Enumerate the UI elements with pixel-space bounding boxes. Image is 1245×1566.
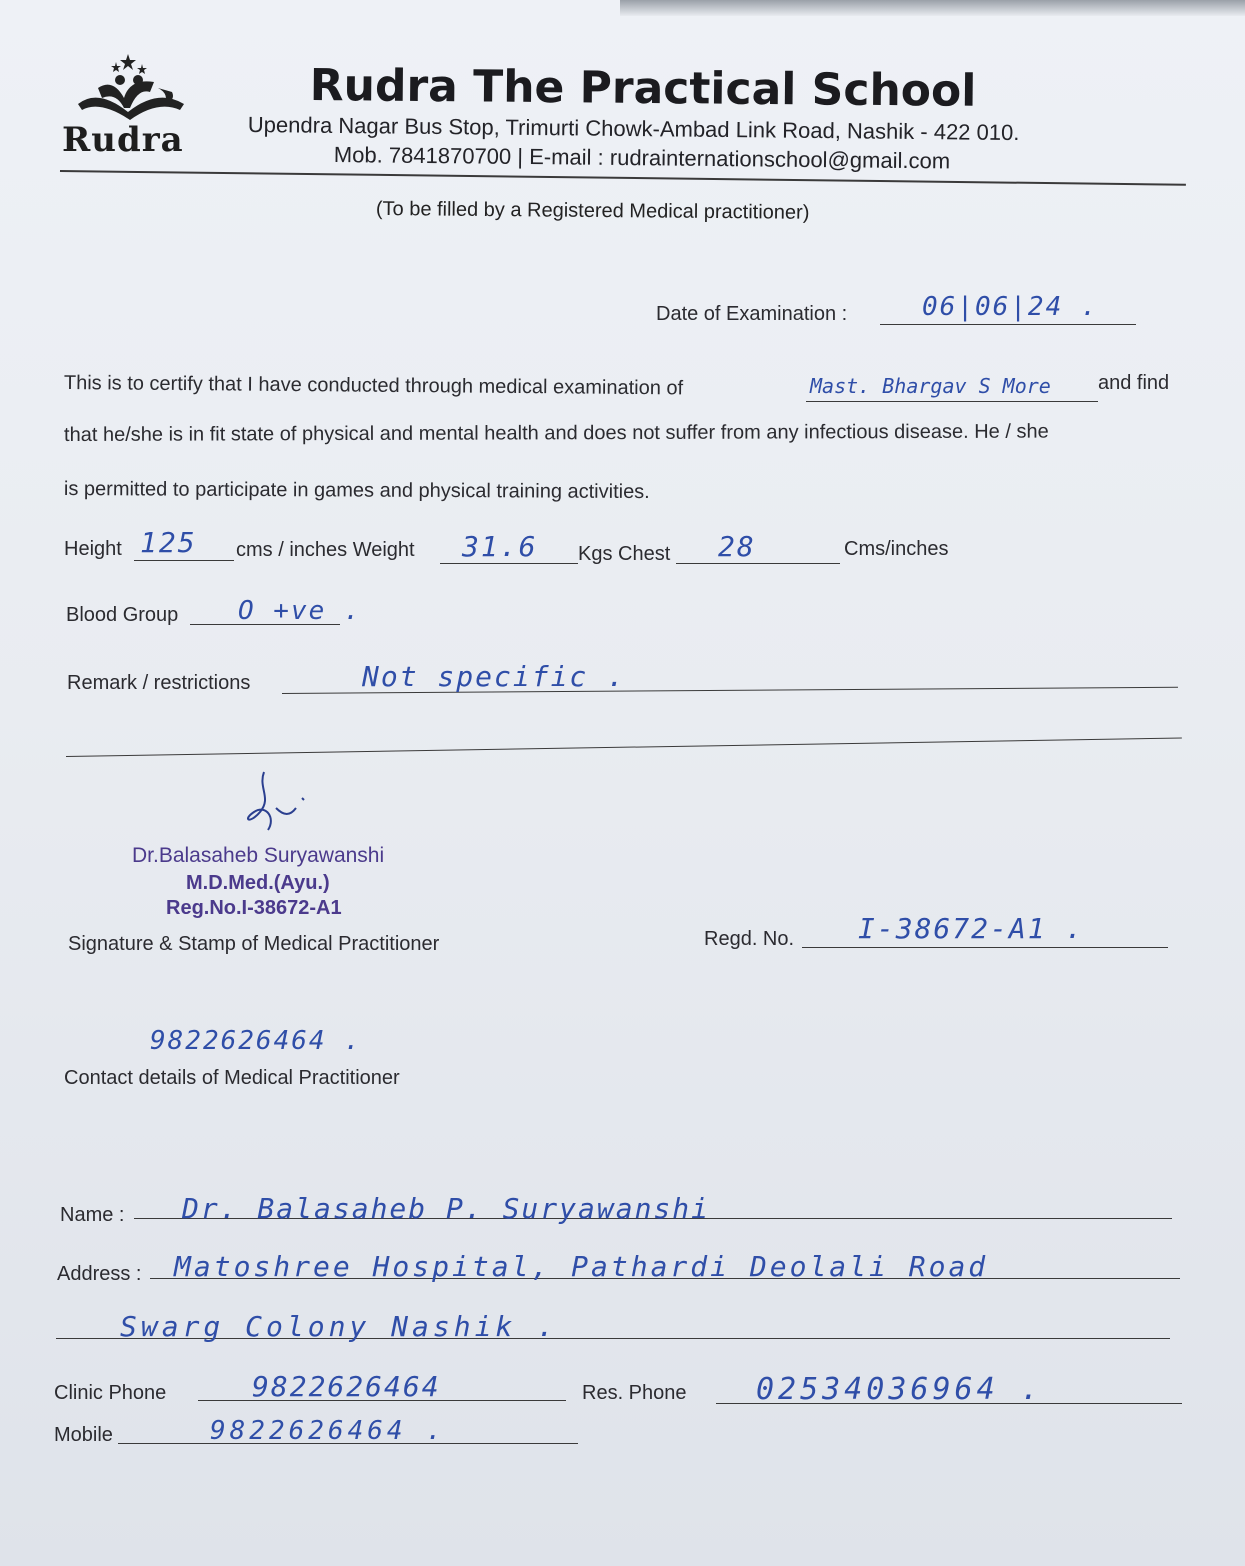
- mobile-label: Mobile: [54, 1424, 113, 1446]
- height-underline: [134, 560, 234, 561]
- certify-line-2: that he/she is in fit state of physical and mental health and does not suffer from any infectious disease. He / she: [64, 420, 1049, 446]
- doctor-signature: [232, 768, 332, 848]
- clinic-phone-value[interactable]: 9822626464: [252, 1370, 441, 1403]
- contact-number-value[interactable]: 9822626464 .: [150, 1026, 362, 1056]
- blood-group-value[interactable]: O +ve .: [238, 596, 362, 626]
- clinic-phone-label: Clinic Phone: [54, 1382, 167, 1404]
- form-subtitle: (To be filled by a Registered Medical practitioner): [375, 198, 810, 224]
- remark-underline-2: [66, 737, 1182, 757]
- height-value[interactable]: 125: [140, 526, 197, 559]
- contact-details-label: Contact details of Medical Practitioner: [64, 1067, 400, 1089]
- regd-no-value[interactable]: I-38672-A1 .: [858, 912, 1085, 945]
- address-line-2-value[interactable]: Swarg Colony Nashik .: [120, 1310, 559, 1343]
- address-label: Address :: [57, 1263, 142, 1285]
- height-label: Height: [64, 538, 122, 560]
- mobile-value[interactable]: 9822626464 .: [210, 1416, 446, 1446]
- certify-line-1-suffix: and find: [1098, 372, 1170, 394]
- weight-unit-chest-label: Kgs Chest: [578, 543, 671, 565]
- remark-value[interactable]: Not specific .: [362, 660, 627, 693]
- res-phone-value[interactable]: 02534036964 .: [756, 1372, 1043, 1407]
- stamp-doctor-name: Dr.Balasaheb Suryawanshi: [132, 844, 385, 867]
- name-value[interactable]: Dr. Balasaheb P. Suryawanshi: [182, 1192, 711, 1225]
- res-phone-label: Res. Phone: [582, 1382, 687, 1404]
- weight-underline: [440, 563, 578, 564]
- chest-underline: [676, 563, 840, 564]
- certify-line-3: is permitted to participate in games and physical training activities.: [63, 478, 650, 504]
- school-name: Rudra The Practical School: [309, 60, 977, 117]
- height-unit-weight-label: cms / inches Weight: [236, 539, 415, 561]
- name-label: Name :: [60, 1204, 125, 1226]
- remark-label: Remark / restrictions: [67, 672, 251, 694]
- exam-date-value[interactable]: 06|06|24 .: [922, 292, 1099, 322]
- signature-label: Signature & Stamp of Medical Practitioner: [68, 933, 440, 955]
- header-divider: [60, 170, 1186, 186]
- paper-fold-shadow: [620, 0, 1245, 16]
- school-address: Upendra Nagar Bus Stop, Trimurti Chowk-Ambad Link Road, Nashik - 422 010.: [247, 112, 1020, 146]
- stamp-qualification: M.D.Med.(Ayu.): [186, 872, 330, 894]
- chest-value[interactable]: 28: [718, 530, 756, 563]
- regd-no-underline: [802, 947, 1168, 948]
- regd-no-label: Regd. No.: [704, 928, 795, 950]
- address-line-1-value[interactable]: Matoshree Hospital, Pathardi Deolali Road: [174, 1250, 989, 1283]
- weight-value[interactable]: 31.6: [462, 530, 538, 563]
- stamp-registration: Reg.No.I-38672-A1: [166, 897, 342, 919]
- student-name-value[interactable]: Mast. Bhargav S More: [810, 374, 1051, 398]
- student-name-underline: [806, 401, 1098, 402]
- certify-line-1-prefix: This is to certify that I have conducted through medical examination of: [63, 372, 684, 400]
- exam-date-label: Date of Examination :: [656, 303, 848, 325]
- exam-date-underline: [880, 324, 1136, 325]
- chest-unit-label: Cms/inches: [844, 538, 949, 560]
- logo-emblem-icon: [58, 48, 208, 128]
- school-contact: Mob. 7841870700 | E-mail : rudrainternationschool@gmail.com: [333, 142, 951, 174]
- logo-text: Rudra: [62, 120, 184, 160]
- school-logo: [58, 48, 208, 163]
- blood-group-label: Blood Group: [66, 604, 179, 626]
